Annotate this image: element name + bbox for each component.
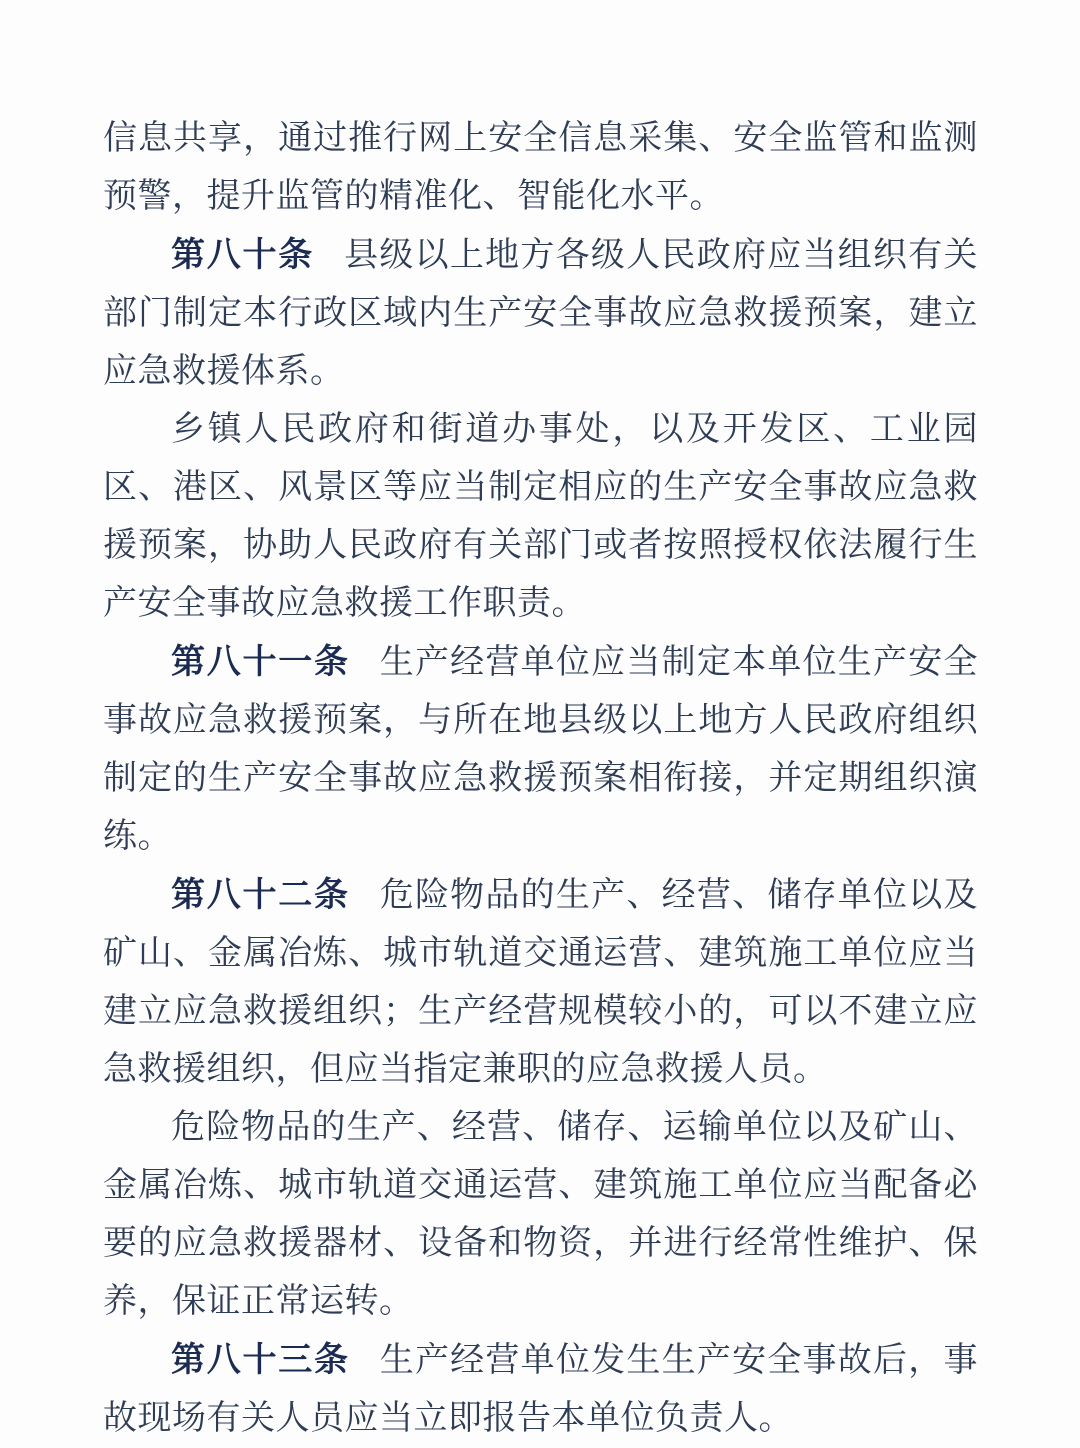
paragraph-text: 生产经营单位发生生产安全事故后，事故现场有关人员应当立即报告本单位负责人。: [103, 1342, 979, 1437]
paragraph-text: 危险物品的生产、经营、储存单位以及矿山、金属冶炼、城市轨道交通运营、建筑施工单位应当建立应急救援组织；生产经营规模较小的，可以不建立应急救援组织，但应当指定兼职的应急救援人员。: [103, 877, 979, 1088]
article-number: 第八十条: [171, 236, 315, 274]
paragraph: [103, 1099, 978, 1331]
paragraph: [103, 1331, 978, 1448]
paragraph-text: 县级以上地方各级人民政府应当组织有关部门制定本行政区域内生产安全事故应急救援预案，建立应急救援体系。: [103, 237, 979, 390]
paragraph: [103, 401, 978, 633]
paragraph-text: 生产经营单位应当制定本单位生产安全事故应急救援预案，与所在地县级以上地方人民政府组织制定的生产安全事故应急救援预案相衔接，并定期组织演练。: [103, 644, 979, 855]
paragraph: [103, 633, 978, 866]
article-number: 第八十一条: [171, 643, 350, 681]
paragraph-text: 信息共享，通过推行网上安全信息采集、安全监管和监测预警，提升监管的精准化、智能化水平。: [103, 120, 978, 215]
paragraph: [103, 110, 978, 226]
paragraph-text: 乡镇人民政府和街道办事处，以及开发区、工业园区、港区、风景区等应当制定相应的生产安全事故应急救援预案，协助人民政府有关部门或者按照授权依法履行生产安全事故应急救援工作职责。: [103, 411, 978, 622]
article-number: 第八十三条: [171, 1341, 350, 1379]
paragraph: [103, 866, 978, 1099]
paragraph: [103, 226, 978, 401]
paragraph-text: 危险物品的生产、经营、储存、运输单位以及矿山、金属冶炼、城市轨道交通运营、建筑施工单位应当配备必要的应急救援器材、设备和物资，并进行经常性维护、保养，保证正常运转。: [103, 1109, 978, 1320]
article-number: 第八十二条: [171, 876, 350, 914]
